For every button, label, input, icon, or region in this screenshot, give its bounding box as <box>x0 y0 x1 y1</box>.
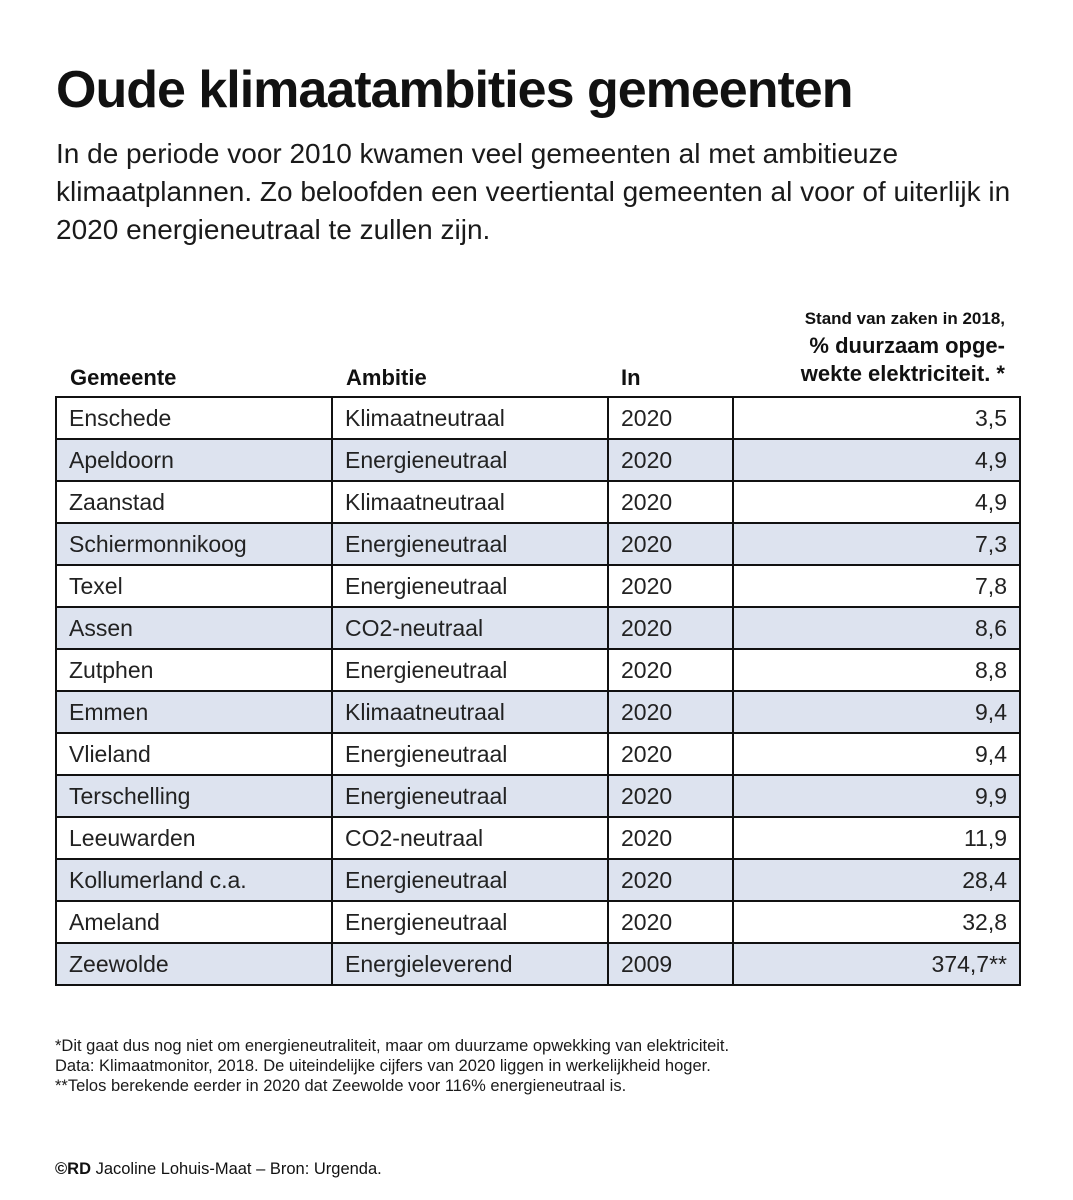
cell-stand: 9,9 <box>733 775 1020 817</box>
table-row <box>56 523 1020 565</box>
cell-gemeente: Vlieland <box>56 733 332 775</box>
table-row <box>56 859 1020 901</box>
cell-gemeente: Ameland <box>56 901 332 943</box>
cell-ambitie: Klimaatneutraal <box>332 397 608 439</box>
cell-ambitie: Energieneutraal <box>332 565 608 607</box>
cell-stand: 7,8 <box>733 565 1020 607</box>
cell-stand: 8,8 <box>733 649 1020 691</box>
cell-stand: 11,9 <box>733 817 1020 859</box>
cell-gemeente: Zaanstad <box>56 481 332 523</box>
credit-text: Jacoline Lohuis-Maat – Bron: Urgenda. <box>91 1160 382 1178</box>
cell-ambitie: Energieneutraal <box>332 901 608 943</box>
cell-gemeente: Zutphen <box>56 649 332 691</box>
footnote-1: *Dit gaat dus nog niet om energieneutraliteit, maar om duurzame opwekking van elektriciteit. <box>55 1037 730 1055</box>
cell-ambitie: Energieneutraal <box>332 733 608 775</box>
table-body <box>56 397 1020 985</box>
cell-stand: 4,9 <box>733 481 1020 523</box>
cell-in: 2020 <box>608 901 733 943</box>
cell-stand: 3,5 <box>733 397 1020 439</box>
column-header-stand <box>801 306 1005 388</box>
footnote-3: **Telos berekende eerder in 2020 dat Zeewolde voor 116% energieneutraal is. <box>55 1077 627 1095</box>
table-row <box>56 733 1020 775</box>
column-header-stand-line2: % duurzaam opge- <box>809 333 1005 358</box>
table-row <box>56 943 1020 985</box>
footnotes <box>55 1036 1035 1096</box>
intro-text: In de periode voor 2010 kwamen veel gemeenten al met ambitieuze klimaatplannen. Zo beloofden een veertiental gemeenten al voor of uiterlijk in 2020 energieneutraal te zullen zijn. <box>56 138 1011 245</box>
ambitions-table <box>55 396 1021 986</box>
cell-ambitie: Klimaatneutraal <box>332 481 608 523</box>
cell-ambitie: Energieneutraal <box>332 859 608 901</box>
cell-ambitie: Klimaatneutraal <box>332 691 608 733</box>
table-row <box>56 901 1020 943</box>
column-header-gemeente: Gemeente <box>70 365 177 390</box>
cell-gemeente: Texel <box>56 565 332 607</box>
column-header-stand-line1: Stand van zaken in 2018, <box>804 309 1005 328</box>
cell-in: 2020 <box>608 481 733 523</box>
column-header-stand-line3: wekte elektriciteit. * <box>800 361 1005 386</box>
cell-ambitie: CO2-neutraal <box>332 607 608 649</box>
table-row <box>56 775 1020 817</box>
cell-stand: 8,6 <box>733 607 1020 649</box>
cell-gemeente: Apeldoorn <box>56 439 332 481</box>
cell-stand: 9,4 <box>733 691 1020 733</box>
cell-stand: 28,4 <box>733 859 1020 901</box>
cell-ambitie: Energieneutraal <box>332 439 608 481</box>
cell-ambitie: Energieleverend <box>332 943 608 985</box>
cell-stand: 9,4 <box>733 733 1020 775</box>
cell-stand: 7,3 <box>733 523 1020 565</box>
table-row <box>56 691 1020 733</box>
column-header-ambitie: Ambitie <box>346 365 427 390</box>
cell-in: 2020 <box>608 439 733 481</box>
cell-in: 2020 <box>608 859 733 901</box>
cell-ambitie: Energieneutraal <box>332 649 608 691</box>
cell-ambitie: Energieneutraal <box>332 523 608 565</box>
credit-line <box>55 1158 382 1180</box>
cell-gemeente: Leeuwarden <box>56 817 332 859</box>
cell-gemeente: Kollumerland c.a. <box>56 859 332 901</box>
cell-gemeente: Emmen <box>56 691 332 733</box>
cell-in: 2009 <box>608 943 733 985</box>
table-row <box>56 817 1020 859</box>
cell-gemeente: Schiermonnikoog <box>56 523 332 565</box>
table-row <box>56 439 1020 481</box>
cell-gemeente: Zeewolde <box>56 943 332 985</box>
table-row <box>56 607 1020 649</box>
cell-stand: 4,9 <box>733 439 1020 481</box>
page-title: Oude klimaatambities gemeenten <box>56 61 853 119</box>
cell-in: 2020 <box>608 649 733 691</box>
cell-in: 2020 <box>608 817 733 859</box>
cell-stand: 374,7** <box>733 943 1020 985</box>
cell-stand: 32,8 <box>733 901 1020 943</box>
credit-brand: ©RD <box>55 1160 91 1178</box>
cell-in: 2020 <box>608 523 733 565</box>
cell-ambitie: CO2-neutraal <box>332 817 608 859</box>
table-row <box>56 565 1020 607</box>
cell-in: 2020 <box>608 733 733 775</box>
cell-gemeente: Assen <box>56 607 332 649</box>
table-row <box>56 481 1020 523</box>
column-header-in: In <box>621 365 641 390</box>
cell-in: 2020 <box>608 607 733 649</box>
cell-in: 2020 <box>608 775 733 817</box>
cell-ambitie: Energieneutraal <box>332 775 608 817</box>
footnote-2: Data: Klimaatmonitor, 2018. De uiteindelijke cijfers van 2020 liggen in werkelijkheid hoger. <box>55 1057 711 1075</box>
cell-in: 2020 <box>608 691 733 733</box>
table-row <box>56 649 1020 691</box>
cell-gemeente: Enschede <box>56 397 332 439</box>
table-row <box>56 397 1020 439</box>
cell-gemeente: Terschelling <box>56 775 332 817</box>
cell-in: 2020 <box>608 397 733 439</box>
cell-in: 2020 <box>608 565 733 607</box>
